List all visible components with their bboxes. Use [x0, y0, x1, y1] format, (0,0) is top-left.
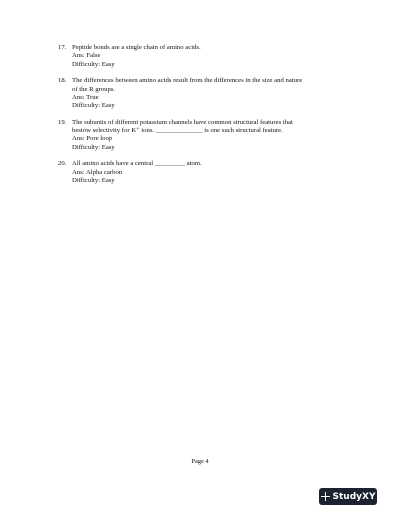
question-number: 20.: [58, 160, 67, 168]
page-number: Page 4: [191, 458, 209, 465]
question-list: [58, 44, 348, 194]
studyxy-logo: [319, 488, 377, 505]
difficulty-line: Difficulty: Easy: [72, 143, 115, 151]
difficulty-line: Difficulty: Easy: [72, 102, 115, 110]
difficulty-line: Difficulty: Easy: [72, 177, 115, 185]
question-item: [58, 119, 348, 152]
plus-icon: [321, 492, 330, 501]
question-item: [58, 44, 348, 69]
difficulty-line: Difficulty: Easy: [72, 60, 115, 68]
question-line: The subunits of different potassium channels have common structural features that: [72, 118, 293, 126]
answer-line: Ans: True: [72, 93, 99, 101]
question-item: [58, 77, 348, 110]
question-text: [72, 160, 348, 168]
question-text: [72, 77, 348, 94]
logo-text: StudyXY: [332, 491, 376, 502]
answer-line: Ans: Alpha carbon: [72, 168, 123, 176]
answer-line: Ans: Pore loop: [72, 135, 113, 143]
question-line: bestow selectivity for K⁺ ions. ______________ is one such structural feature.: [72, 127, 283, 135]
question-text: [72, 44, 348, 52]
question-item: [58, 160, 348, 185]
answer-line: Ans: False: [72, 52, 101, 60]
question-line: Peptide bonds are a single chain of amino acids.: [72, 44, 201, 51]
question-number: 18.: [58, 77, 67, 85]
question-number: 17.: [58, 44, 67, 51]
question-number: 19.: [58, 118, 67, 126]
question-line: of the R groups.: [72, 85, 116, 93]
question-line: The differences between amino acids result from the differences in the size and nature: [72, 77, 303, 85]
question-text: [72, 119, 348, 136]
question-line: All amino acids have a central _________ atom.: [72, 160, 202, 168]
